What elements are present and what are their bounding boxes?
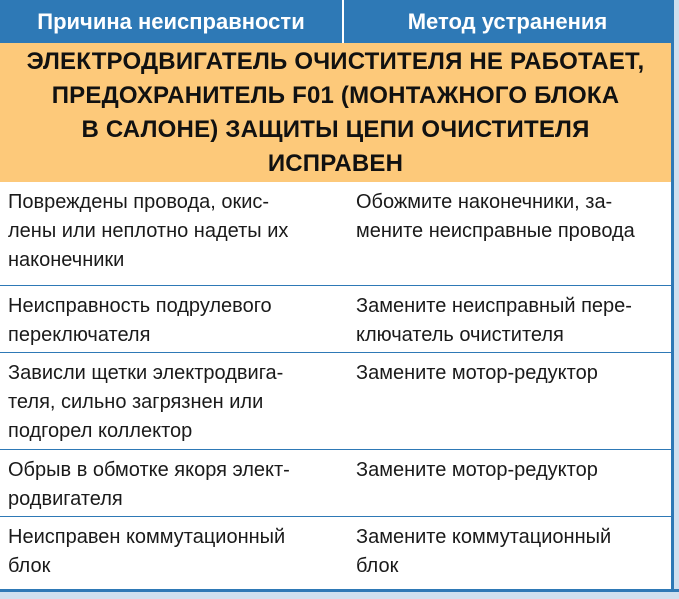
header-cause: Причина неисправности [0,0,344,43]
fix-cell: Замените неисправный пере- ключатель очистителя [356,295,632,346]
cause-cell: Зависли щетки электродвига- теля, сильно загрязнен или подгорел коллектор [8,362,284,442]
table-row [0,353,671,450]
table-row [0,286,671,353]
header-fix: Метод устранения [407,8,608,34]
table-header [0,0,671,43]
table-row [0,517,671,589]
cause-cell: Повреждены провода, окис- лены или неплотно надеты их наконечники [8,191,289,271]
fix-cell: Замените мотор-редуктор [356,362,598,384]
fix-cell: Обожмите наконечники, за- мените неисправные провода [356,191,635,242]
table-row [0,450,671,517]
cause-cell: Неисправность подрулевого переключателя [8,295,272,346]
fix-cell: Замените мотор-редуктор [356,459,598,481]
cause-cell: Обрыв в обмотке якоря элект- родвигателя [8,459,290,510]
section-title: ЭЛЕКТРОДВИГАТЕЛЬ ОЧИСТИТЕЛЯ НЕ РАБОТАЕТ, ПРЕДОХРАНИТЕЛЬ F01 (МОНТАЖНОГО БЛОКА В САЛОНЕ) ЗАЩИТЫ ЦЕПИ ОЧИСТИТЕЛЯ ИСПРАВЕН [26,47,645,177]
table-right-border [671,0,679,599]
fix-cell: Замените коммутационный блок [356,526,612,577]
section-header [0,43,671,182]
table-body [0,182,671,589]
cause-cell: Неисправен коммутационный блок [8,526,286,577]
table-row [0,182,671,286]
table-bottom-border [0,589,679,599]
